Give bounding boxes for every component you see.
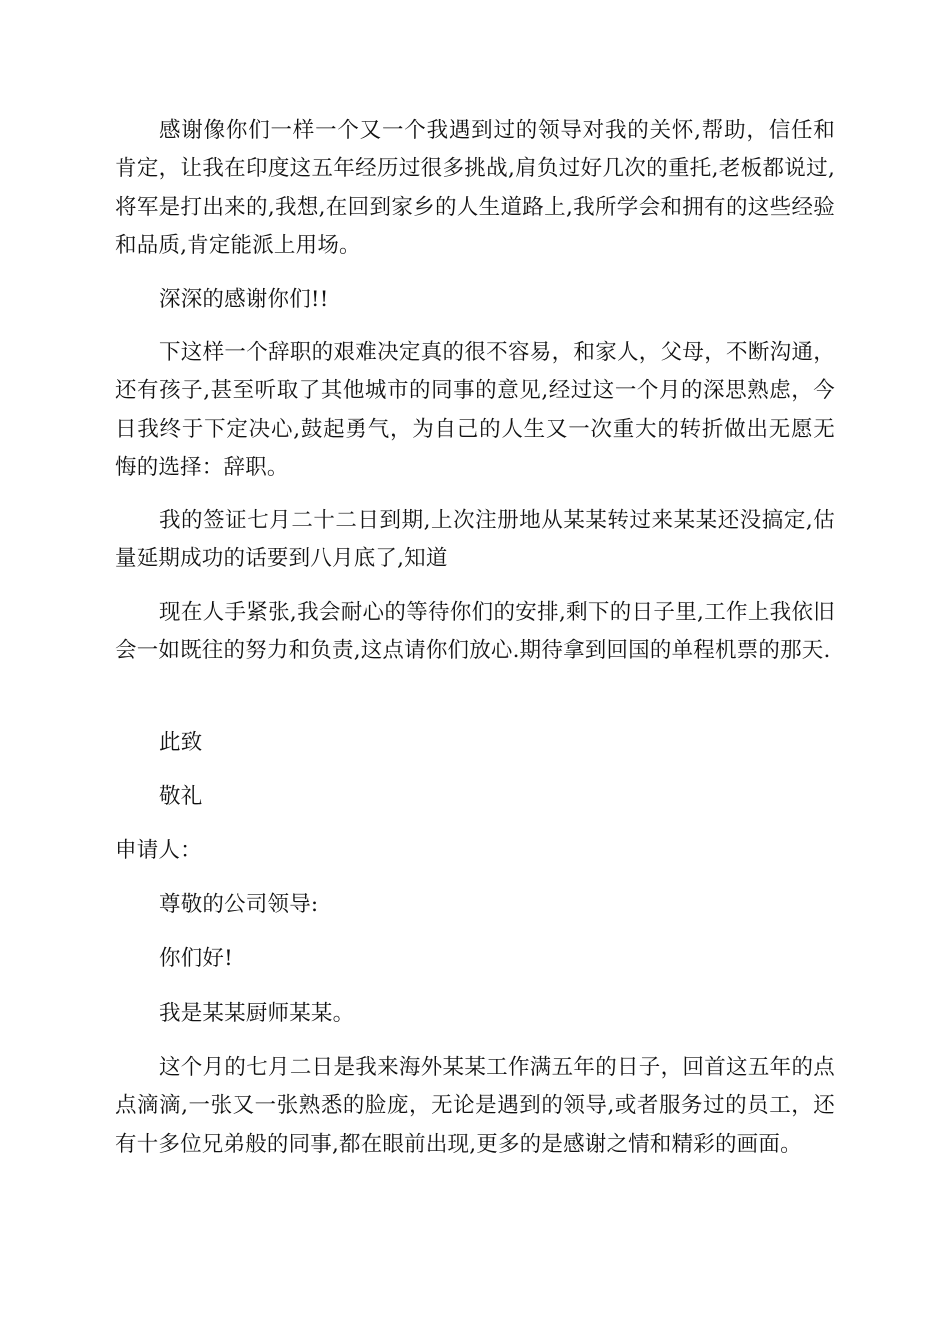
letter-hello: 你们好! [159, 946, 233, 971]
paragraph-visa-expiry: 我的签证七月二十二日到期,上次注册地从某某转过来某某还没搞定,估量延期成功的话要到八月底了,知道 [115, 508, 835, 572]
letter-greeting: 尊敬的公司领导: [159, 892, 319, 917]
closing-salutation: 此致 [159, 730, 203, 755]
paragraph-resignation-decision: 下这样一个辞职的艰难决定真的很不容易，和家人，父母，不断沟通，还有孩子,甚至听取了其他城市的同事的意见,经过这一个月的深思熟虑，今日我终于下定决心,鼓起勇气，为自己的人生又一次重大的转折做出无愿无悔的选择：辞职。 [115, 340, 835, 480]
paragraph-awaiting-arrangement: 现在人手紧张,我会耐心的等待你们的安排,剩下的日子里,工作上我依旧会一如既往的努力和负责,这点请你们放心.期待拿到回国的单程机票的那天. [115, 600, 835, 664]
paragraph-five-years-reflection: 这个月的七月二日是我来海外某某工作满五年的日子，回首这五年的点点滴滴,一张又一张熟悉的脸庞，无论是遇到的领导,或者服务过的员工，还有十多位兄弟般的同事,都在眼前出现,更多的是感谢之情和精彩的画面。 [115, 1055, 835, 1157]
paragraph-gratitude-leaders: 感谢像你们一样一个又一个我遇到过的领导对我的关怀,帮助，信任和肯定，让我在印度这五年经历过很多挑战,肩负过好几次的重托,老板都说过,将军是打出来的,我想,在回到家乡的人生道路上,我所学会和拥有的这些经验和品质,肯定能派上用场。 [115, 118, 835, 258]
applicant-label: 申请人： [115, 838, 202, 863]
paragraph-deep-thanks: 深深的感谢你们!! [159, 287, 329, 312]
letter-self-introduction: 我是某某厨师某某。 [159, 1001, 355, 1026]
closing-regards: 敬礼 [159, 784, 203, 809]
